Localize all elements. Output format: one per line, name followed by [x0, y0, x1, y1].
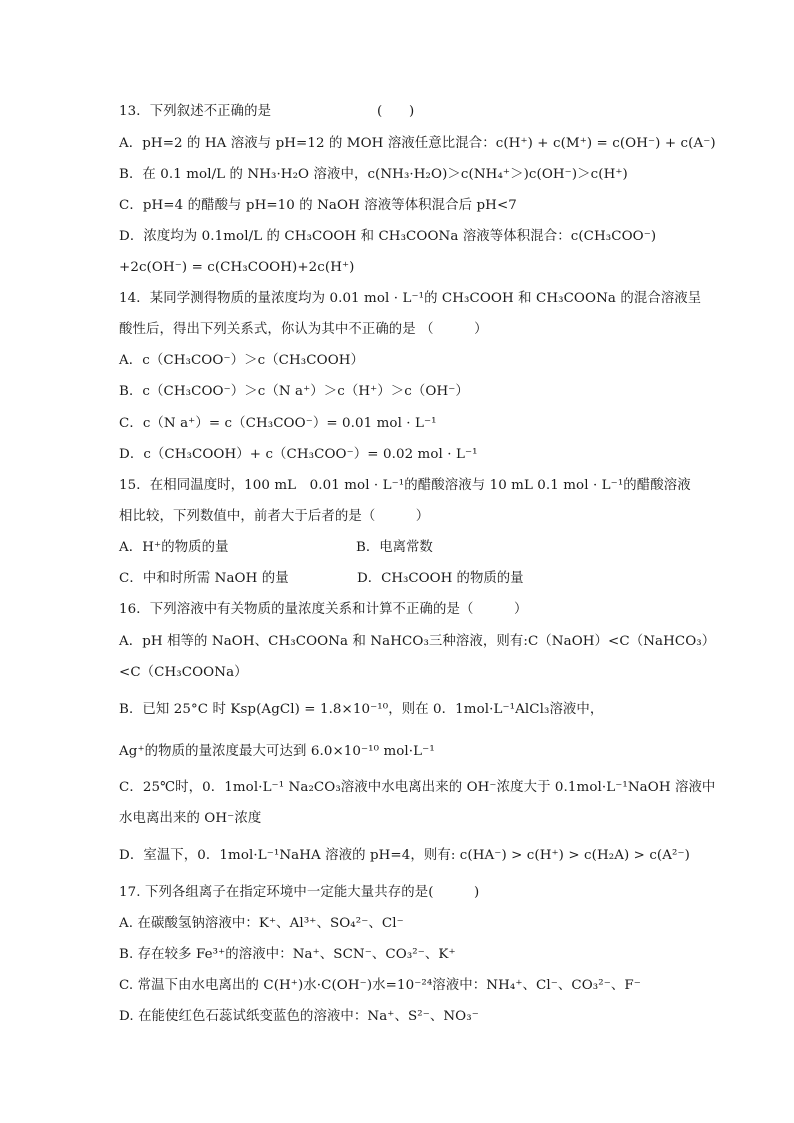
- question-14-option-b: B．c（CH₃COO⁻）＞c（N a⁺）＞c（H⁺）＞c（OH⁻）: [119, 384, 469, 399]
- question-15-option-d: D．CH₃COOH 的物质的量: [357, 571, 524, 586]
- question-14-stem-line2: 酸性后，得出下列关系式，你认为其中不正确的是 （ ）: [119, 322, 488, 337]
- question-16-option-a-line2: <C（CH₃COONa）: [119, 665, 248, 680]
- question-17-option-a: A. 在碳酸氢钠溶液中：K⁺、Al³⁺、SO₄²⁻、Cl⁻: [119, 916, 404, 931]
- question-13-option-d-line2: +2c(OH⁻) = c(CH₃COOH)+2c(H⁺): [119, 260, 355, 275]
- question-14-option-c: C．c（N a⁺）= c（CH₃COO⁻）= 0.01 mol · L⁻¹: [119, 416, 437, 431]
- question-16-option-d: D．室温下，0．1mol·L⁻¹NaHA 溶液的 pH=4，则有: c(HA⁻) > c(H⁺) > c(H₂A) > c(A²⁻): [119, 848, 690, 863]
- question-16-option-c-line1: C．25℃时，0．1mol·L⁻¹ Na₂CO₃溶液中水电离出来的 OH⁻浓度大于 0.1mol·L⁻¹NaOH 溶液中: [119, 780, 716, 795]
- question-13-stem-text: 13．下列叙述不正确的是: [119, 104, 272, 119]
- question-16-option-b-line1: B．已知 25°C 时 Ksp(AgCl) = 1.8×10⁻¹⁰，则在 0．1mol·L⁻¹AlCl₃溶液中，: [119, 702, 604, 717]
- question-14-stem-line1: 14．某同学测得物质的量浓度均为 0.01 mol · L⁻¹的 CH₃COOH 和 CH₃COONa 的混合溶液呈: [119, 291, 702, 306]
- question-13-stem: [119, 102, 271, 122]
- question-15-option-b: B．电离常数: [356, 540, 433, 555]
- question-13-bracket: ( ): [377, 104, 415, 119]
- question-13-option-d-line1: D．浓度均为 0.1mol/L 的 CH₃COOH 和 CH₃COONa 溶液等体积混合：c(CH₃COO⁻): [119, 229, 657, 244]
- question-16-option-c-line2: 水电离出来的 OH⁻浓度: [119, 811, 262, 826]
- question-13-option-a: A．pH=2 的 HA 溶液与 pH=12 的 MOH 溶液任意比混合：c(H⁺) + c(M⁺) = c(OH⁻) + c(A⁻): [119, 136, 716, 151]
- question-15-stem-line2: 相比较，下列数值中，前者大于后者的是（ ）: [119, 509, 430, 524]
- question-16-option-b-line2: Ag⁺的物质的量浓度最大可达到 6.0×10⁻¹⁰ mol·L⁻¹: [119, 744, 435, 759]
- question-15-option-a: A．H⁺的物质的量: [119, 540, 229, 555]
- question-17-option-c: C. 常温下由水电离出的 C(H⁺)水·C(OH⁻)水=10⁻²⁴溶液中：NH₄⁺、Cl⁻、CO₃²⁻、F⁻: [119, 978, 641, 993]
- question-17-option-b: B. 存在较多 Fe³⁺的溶液中：Na⁺、SCN⁻、CO₃²⁻、K⁺: [119, 947, 456, 962]
- question-17-option-d: D. 在能使红色石蕊试纸变蓝色的溶液中：Na⁺、S²⁻、NO₃⁻: [119, 1009, 479, 1024]
- question-17-stem: 17. 下列各组离子在指定环境中一定能大量共存的是( ): [119, 885, 480, 900]
- question-16-stem: 16．下列溶液中有关物质的量浓度关系和计算不正确的是（ ）: [119, 602, 528, 617]
- question-14-option-d: D．c（CH₃COOH）+ c（CH₃COO⁻）= 0.02 mol · L⁻¹: [119, 447, 478, 462]
- question-14-option-a: A．c（CH₃COO⁻）＞c（CH₃COOH）: [119, 353, 365, 368]
- question-13-option-b: B．在 0.1 mol/L 的 NH₃·H₂O 溶液中，c(NH₃·H₂O)＞c(NH₄⁺＞)c(OH⁻)＞c(H⁺): [119, 167, 628, 182]
- question-15-option-c: C．中和时所需 NaOH 的量: [119, 571, 289, 586]
- question-16-option-a-line1: A．pH 相等的 NaOH、CH₃COONa 和 NaHCO₃三种溶液，则有:C（NaOH）<C（NaHCO₃）: [119, 634, 716, 649]
- question-15-stem-line1: 15．在相同温度时，100 mL 0.01 mol · L⁻¹的醋酸溶液与 10 mL 0.1 mol · L⁻¹的醋酸溶液: [119, 478, 691, 493]
- question-13-option-c: C．pH=4 的醋酸与 pH=10 的 NaOH 溶液等体积混合后 pH<7: [119, 198, 517, 213]
